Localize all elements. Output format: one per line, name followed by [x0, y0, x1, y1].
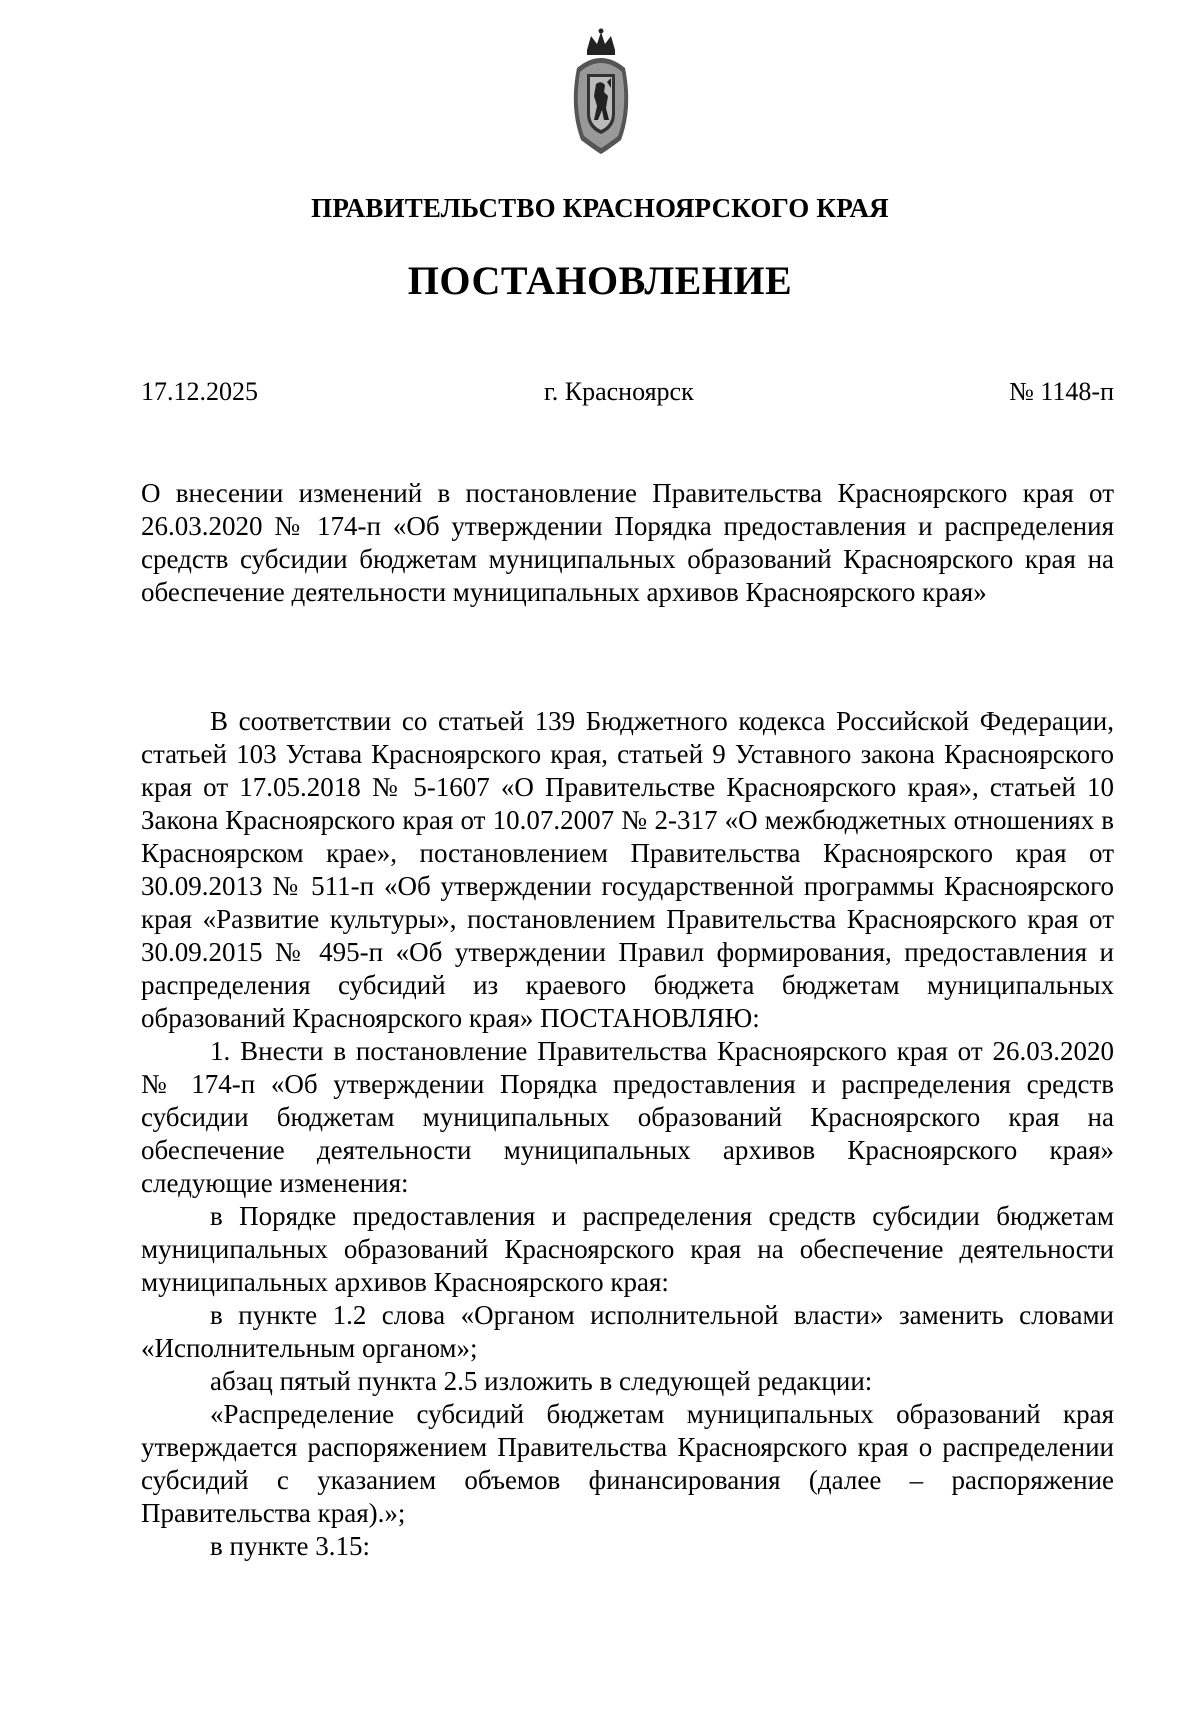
clause-3-15-paragraph: в пункте 3.15: — [210, 1531, 370, 1561]
document-date: 17.12.2025 — [141, 377, 258, 406]
coat-of-arms-emblem — [567, 28, 635, 156]
document-number: № 1148-п — [1009, 377, 1114, 406]
clause-1-2-paragraph: в пункте 1.2 слова «Органом исполнительной власти» заменить словами «Исполнительным органом»; — [141, 1300, 1114, 1363]
document-type-heading: ПОСТАНОВЛЕНИЕ — [407, 258, 793, 303]
preamble-paragraph: В соответствии со статьей 139 Бюджетного кодекса Российской Федерации, статьей 103 Устава Красноярского края, статьей 9 Уставного закона Красноярского края от 17.05.2018 № 5-1607 «О Правительстве Красноярского края», статьей 10 Закона Красноярского края от 10.07.2007 № 2-317 «О межбюджетных отношениях в Красноярском крае», постановлением Правительства Красноярского края от 30.09.2013 № 511-п «Об утверждении государственной программы Красноярского края «Развитие культуры», постановлением Правительства Красноярского края от 30.09.2015 № 495-п «Об утверждении Правил формирования, предоставления и распределения субсидий из краевого бюджета бюджетам муниципальных образований Красноярского края» ПОСТАНОВЛЯЮ: — [141, 706, 1114, 1033]
coat-of-arms-icon — [567, 28, 635, 156]
organization-title: ПРАВИТЕЛЬСТВО КРАСНОЯРСКОГО КРАЯ — [311, 193, 889, 223]
clause-2-5-paragraph: абзац пятый пункта 2.5 изложить в следующей редакции: — [210, 1366, 873, 1396]
document-subject — [141, 477, 1114, 609]
quoted-text-paragraph: «Распределение субсидий бюджетам муниципальных образований края утверждается распоряжением Правительства Красноярского края о распределении субсидий с указанием объемов финансирования (далее – распоряжение Правительства края).»; — [141, 1399, 1114, 1528]
item-1-paragraph: 1. Внести в постановление Правительства Красноярского края от 26.03.2020 № 174-п «Об утверждении Порядка предоставления и распределения средств субсидии бюджетам муниципальных образований Красноярского края на обеспечение деятельности муниципальных архивов Красноярского края» следующие изменения: — [141, 1036, 1114, 1198]
subject-text: О внесении изменений в постановление Правительства Красноярского края от 26.03.2020 № 174-п «Об утверждении Порядка предоставления и распределения средств субсидии бюджетам муниципальных образований Красноярского края на обеспечение деятельности муниципальных архивов Красноярского края» — [141, 478, 1114, 607]
document-city: г. Красноярск — [544, 377, 694, 406]
document-body — [141, 705, 1114, 1563]
order-paragraph: в Порядке предоставления и распределения средств субсидии бюджетам муниципальных образований Красноярского края на обеспечение деятельности муниципальных архивов Красноярского края: — [141, 1201, 1114, 1297]
